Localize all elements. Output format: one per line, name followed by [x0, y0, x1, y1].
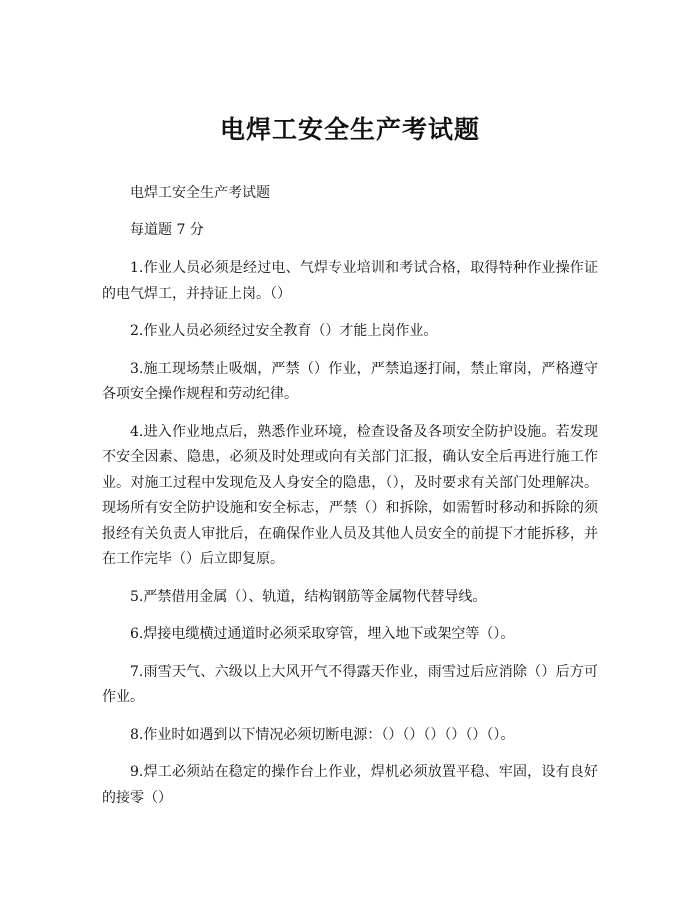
document-subtitle: 电焊工安全生产考试题 — [130, 185, 270, 201]
question-item: 4.进入作业地点后，熟悉作业环境，检查设备及各项安全防护设施。若发现不安全因素、隐患，必须及时处理或向有关部门汇报，确认安全后再进行施工作业。对施工过程中发现危及人身安全的隐患，（），及时要求有关部门处理解决。现场所有安全防护设施和安全标志，严禁（）和拆除，如需暂时移动和拆除的须报经有关负责人审批后，在确保作业人员及其他人员安全的前提下才能拆移，并在工作完毕（）后立即复原。 — [102, 423, 598, 567]
question-item: 2.作业人员必须经过安全教育（）才能上岗作业。 — [130, 323, 438, 339]
question-item: 9.焊工必须站在稳定的操作台上作业，焊机必须放置平稳、牢固，设有良好的接零（） — [102, 764, 598, 806]
question-item: 1.作业人员必须是经过电、气焊专业培训和考试合格，取得特种作业操作证的电气焊工，并持证上岗。（） — [102, 260, 598, 302]
question-item: 5.严禁借用金属（）、轨道，结构钢筋等金属物代替导线。 — [130, 588, 487, 605]
question-list — [102, 256, 598, 823]
question-item: 7.雨雪天气、六级以上大风开气不得露天作业，雨雪过后应消除（）后方可作业。 — [102, 663, 598, 705]
document-title: 电焊工安全生产考试题 — [219, 115, 480, 144]
question-item: 3.施工现场禁止吸烟，严禁（）作业，严禁追逐打闹，禁止窜岗，严格遵守各项安全操作规程和劳动纪律。 — [102, 360, 598, 402]
score-note: 每道题 7 分 — [130, 222, 204, 238]
question-item: 8.作业时如遇到以下情况必须切断电源：（）（）（）（）（）（）。 — [130, 726, 515, 743]
question-item: 6.焊接电缆横过通道时必须采取穿管，埋入地下或架空等（）。 — [130, 626, 515, 642]
